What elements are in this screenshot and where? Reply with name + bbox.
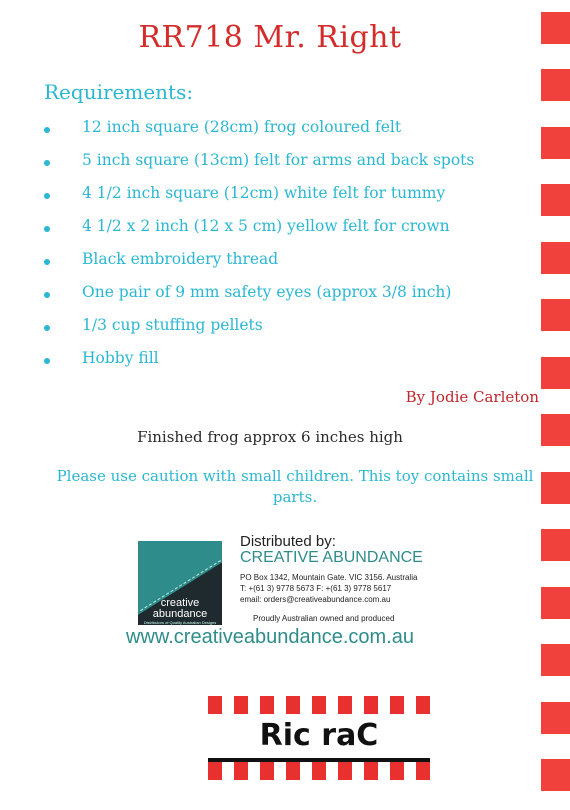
bullet-icon [44,259,50,265]
edge-stripe [541,587,570,619]
edge-stripe [541,529,570,561]
edge-stripe [541,127,570,159]
author-byline: By Jodie Carleton [405,388,539,406]
edge-stripe [541,644,570,676]
edge-stripe [541,299,570,331]
ricrac-wordmark: Ric raC [259,718,379,753]
bullet-icon [44,358,50,364]
caution-note: Please use caution with small children. This toy contains small parts. [56,467,534,506]
website-link[interactable]: www.creativeabundance.com.au [126,626,414,648]
bullet-icon [44,160,50,166]
distributor-tagline: Proudly Australian owned and produced [253,614,395,623]
bullet-icon [44,292,50,298]
edge-stripe [541,357,570,389]
distributor-name: CREATIVE ABUNDANCE [240,549,423,566]
edge-stripe [541,184,570,216]
edge-stripe [541,702,570,734]
pattern-title: RR718 Mr. Right [138,20,402,55]
distributed-by-label: Distributed by: [240,533,336,550]
edge-stripe [541,472,570,504]
finished-size-note: Finished frog approx 6 inches high [137,428,403,446]
distributor-email: email: orders@creativeabundance.com.au [240,595,391,604]
bullet-icon [44,193,50,199]
requirements-heading: Requirements: [44,80,194,104]
edge-stripe [541,414,570,446]
distributor-address: PO Box 1342, Mountain Gate. VIC 3156. Australia [240,573,418,582]
edge-stripe [541,759,570,791]
edge-stripe [541,69,570,101]
bullet-icon [44,127,50,133]
bullet-icon [44,325,50,331]
edge-stripes [541,0,570,810]
distributor-phone: T: +(61 3) 9778 5673 F: +(61 3) 9778 5617 [240,584,392,593]
creative-abundance-logo: creative abundance Distributors of Quality Australian Designs [138,541,222,625]
edge-stripe [541,12,570,44]
ricrac-logo [208,696,430,780]
edge-stripe [541,242,570,274]
bullet-icon [44,226,50,232]
